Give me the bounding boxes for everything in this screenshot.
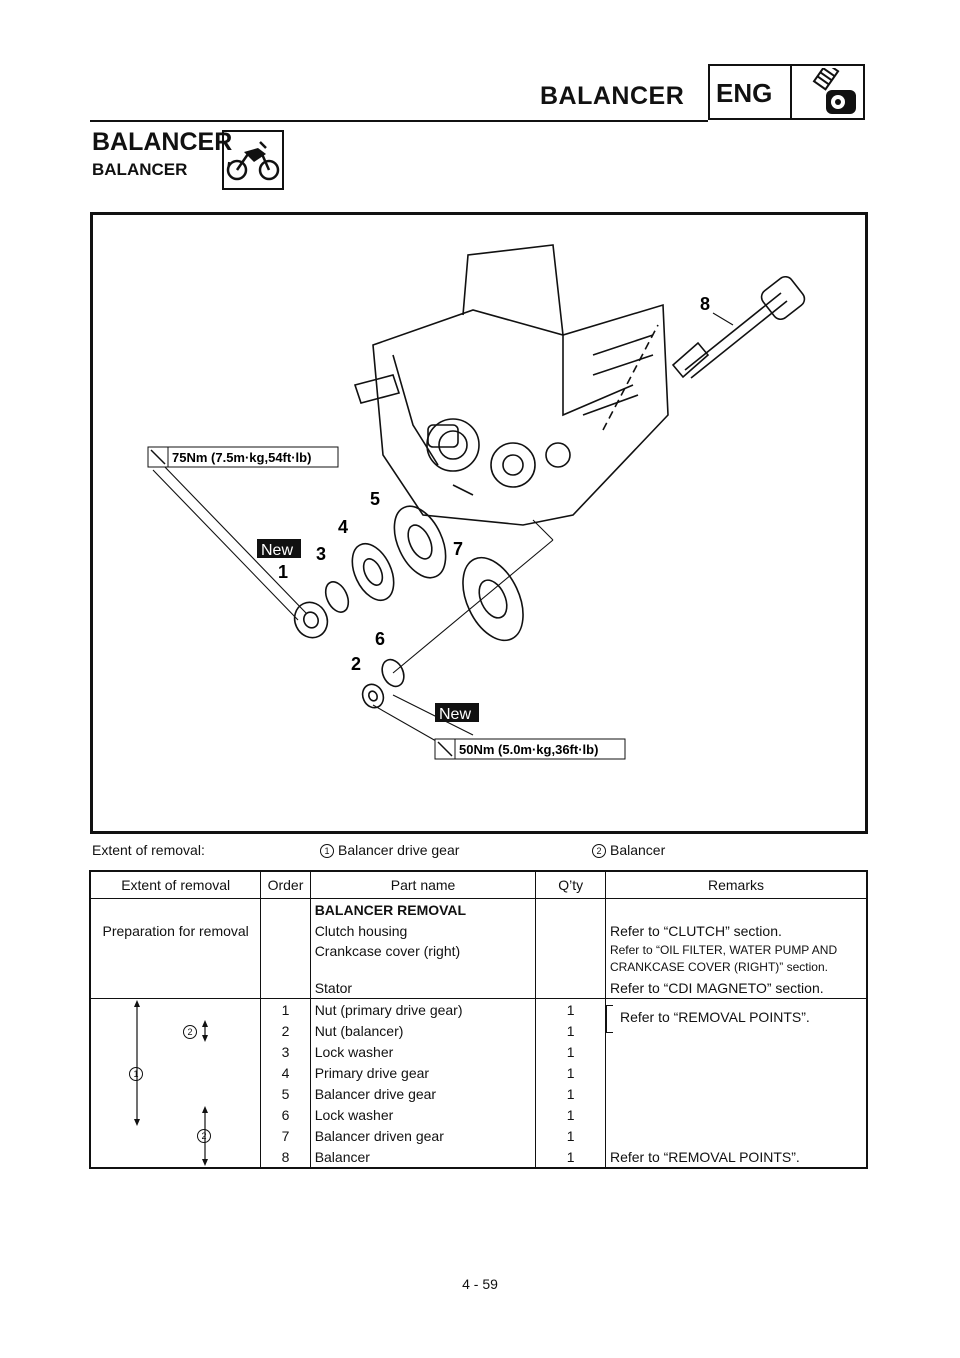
new-badge-top-label: New [261,542,294,559]
new-badge-bottom [435,703,479,723]
marker-2-upper: 2 [183,1025,197,1039]
part-name: Lock washer [310,1041,536,1062]
motorcycle-icon-box [222,130,284,190]
marker-2-lower: 2 [197,1129,211,1143]
callout-5: 5 [370,489,381,509]
order: 4 [261,1062,310,1083]
qty: 1 [536,1146,606,1168]
header-rule [90,120,708,122]
eng-badge-divider [790,66,792,118]
parts-table [89,870,868,1169]
removal-heading: BALANCER REMOVAL [310,899,536,921]
table-row [90,977,867,999]
order: 3 [261,1041,310,1062]
order: 5 [261,1083,310,1104]
section-subtitle: BALANCER [92,160,188,179]
part-name: Primary drive gear [310,1062,536,1083]
remarks: Refer to “CLUTCH” section. [609,922,782,939]
callout-2: 2 [351,654,362,674]
part-name: Balancer driven gear [310,1125,536,1146]
remarks: Refer to “REMOVAL POINTS”. [609,1148,800,1165]
remark-bracket [606,1005,613,1033]
part-name: Crankcase cover (right) [310,941,536,977]
motorcycle-icon [224,132,282,188]
page-number: 4 - 59 [462,1276,498,1292]
extent-item-2-marker: 2 [592,844,606,858]
torque-top-value: 75Nm (7.5m·kg,54ft·lb) [172,450,312,465]
table-row [90,920,867,941]
balancer-driven-gear-illustration [451,548,535,650]
removal-extent-brackets [91,999,251,1167]
table-row [90,999,867,1021]
remarks: Refer to “OIL FILTER, WATER PUMP AND CRANKCASE COVER (RIGHT)” section. [609,943,838,974]
qty: 1 [536,1020,606,1041]
balancer-exploded-illustration [93,215,865,831]
order: 2 [261,1020,310,1041]
col-remarks: Remarks [605,871,867,899]
torque-bottom-value: 50Nm (5.0m·kg,36ft·lb) [459,742,599,757]
extent-label: Extent of removal: [92,842,205,858]
callout-4: 4 [338,517,349,537]
primary-drive-gear-illustration [344,537,402,607]
callout-3: 3 [316,544,327,564]
torque-label-top [148,447,338,467]
table-row [90,941,867,977]
callout-7: 7 [453,539,464,559]
part-name: Balancer drive gear [310,1083,536,1104]
order: 1 [261,999,310,1021]
part-name: Clutch housing [310,920,536,941]
extent-item-2-text: Balancer [610,842,666,858]
qty: 1 [536,1125,606,1146]
exploded-view-diagram [90,212,868,834]
qty: 1 [536,1104,606,1125]
new-badge-bottom-label: New [439,706,472,723]
part-name: Lock washer [310,1104,536,1125]
callout-8: 8 [700,294,711,314]
torque-label-bottom [435,739,625,759]
extent-item-1-text: Balancer drive gear [338,842,460,858]
table-row [90,899,867,921]
section-title: BALANCER [92,128,233,156]
prep-label: Preparation for removal [90,920,261,941]
extent-item-1-marker: 1 [320,844,334,858]
part-name: Nut (primary drive gear) [310,999,536,1021]
table-header-row [90,871,867,899]
col-part-name: Part name [310,871,536,899]
qty: 1 [536,1083,606,1104]
marker-1: 1 [129,1067,143,1081]
new-badge-top [257,539,301,559]
col-qty: Q’ty [536,871,606,899]
order: 8 [261,1146,310,1168]
nut-illustration [289,597,387,711]
qty: 1 [536,1062,606,1083]
col-extent: Extent of removal [90,871,261,899]
qty: 1 [536,1041,606,1062]
engine-piston-icon [796,68,862,118]
bracket-remark-cell [605,999,867,1042]
col-order: Order [261,871,310,899]
eng-badge-label: ENG [716,78,773,108]
remarks: Refer to “CDI MAGNETO” section. [605,977,867,999]
order: 7 [261,1125,310,1146]
lock-washer-illustration [321,578,408,690]
order: 6 [261,1104,310,1125]
extent-item-2 [592,842,665,858]
part-name: Stator [310,977,536,999]
qty: 1 [536,999,606,1021]
callout-6: 6 [375,629,386,649]
part-name: Nut (balancer) [310,1020,536,1041]
balancer-shaft [673,274,808,378]
header-section-title: BALANCER [540,82,685,110]
bracket-remark: Refer to “REMOVAL POINTS”. [619,1009,810,1025]
callout-1: 1 [278,562,289,582]
extent-item-1 [320,842,459,858]
part-name: Balancer [310,1146,536,1168]
crankcase-illustration [355,245,668,525]
extent-bracket-cell [90,999,261,1169]
leader-lines [153,313,733,745]
